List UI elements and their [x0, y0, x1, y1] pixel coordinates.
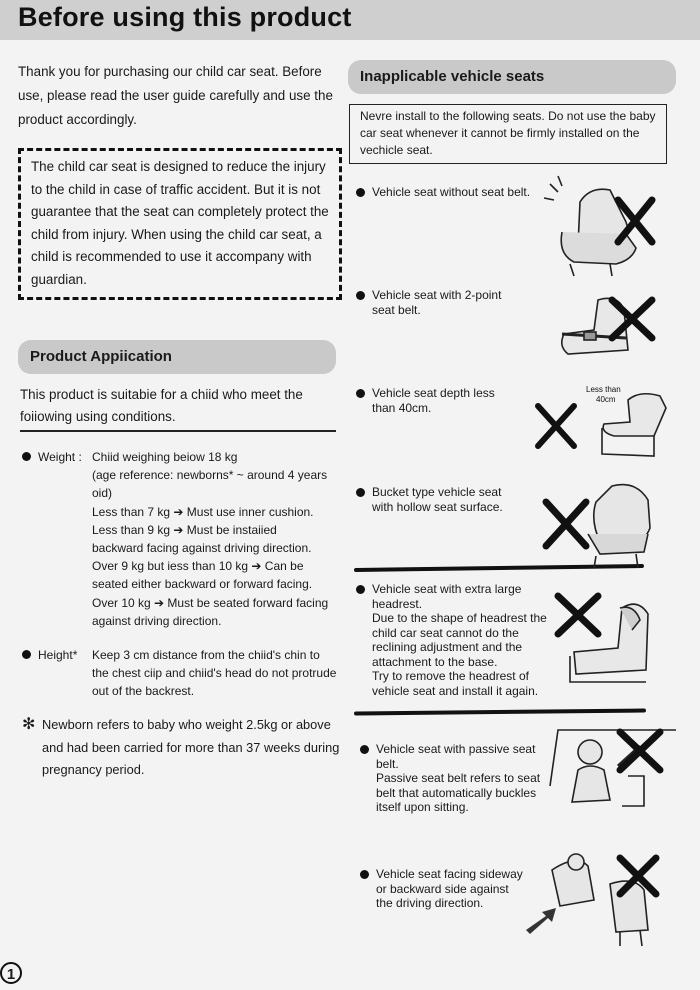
- bullet-icon: [22, 452, 31, 461]
- weight-line: backward facing against driving direction.: [92, 541, 312, 556]
- item-line: vehicle seat and install it again.: [372, 683, 539, 698]
- weight-line: Less than 7 kg ➔ Must use inner cushion.: [92, 504, 314, 519]
- weight-line: Less than 9 kg ➔ Must be instaiied: [92, 522, 277, 537]
- bullet-icon: [356, 488, 365, 497]
- inapplicable-seats-heading: Inapplicable vehicle seats: [348, 60, 676, 94]
- footnote-line: and had been carried for more than 37 weeks during: [42, 739, 340, 755]
- illustration-large-headrest-seat: [552, 590, 662, 685]
- item-line: Vehicle seat facing sideway: [376, 867, 523, 881]
- footnote-line: pregnancy period.: [42, 762, 145, 777]
- bullet-icon: [360, 870, 369, 879]
- bullet-icon: [356, 291, 365, 300]
- weight-line: Over 9 kg but iess than 10 kg ➔ Can be: [92, 559, 304, 574]
- item-line: Vehicle seat with 2-point: [372, 288, 502, 302]
- page-number: 1: [0, 962, 22, 984]
- weight-line: oid): [92, 486, 113, 501]
- inapplicable-item: [360, 742, 550, 816]
- illustration-2-point-belt-seat: [548, 290, 668, 370]
- bullet-icon: [360, 745, 369, 754]
- item-line: Passive seat belt refers to seat: [376, 771, 541, 785]
- weight-line: against driving direction.: [92, 613, 222, 628]
- asterisk-icon: ✻: [22, 716, 36, 733]
- illustration-bucket-seat: [540, 480, 670, 570]
- section-divider: [20, 430, 336, 432]
- divider-stroke: [354, 708, 646, 715]
- illustration-shallow-seat: [530, 380, 680, 460]
- x-mark-icon: [620, 732, 660, 770]
- inapplicable-item: [356, 582, 556, 700]
- install-warning-box: Nevre install to the following seats. Do not use the baby car seat whenever it cannot be firmly installed on the vechicle seat.: [349, 104, 667, 164]
- inapplicable-item: [360, 867, 540, 913]
- inapplicable-item: [356, 185, 546, 205]
- item-line: Vehicle seat depth less: [372, 386, 495, 400]
- item-line: Try to remove the headrest of: [372, 669, 529, 683]
- illustration-no-belt-seat: [540, 172, 680, 282]
- page-title: Before using this product: [18, 2, 352, 32]
- safety-notice-box: The child car seat is designed to reduce the injury to the child in case of traffic accident. But it is not guarantee that the seat can completely protect the child from injury. When using the child car seat, a child is recommended to use it accompany with guardian.: [18, 148, 342, 300]
- height-line: out of the backrest.: [92, 684, 195, 699]
- weight-line: Chiid weighing beiow 18 kg: [92, 450, 238, 464]
- item-line: Vehicle seat with passive seat: [376, 742, 536, 756]
- height-line: the chest ciip and chiid's head do not protrude: [92, 666, 337, 681]
- seat-depth-label: 40cm: [596, 395, 616, 404]
- weight-line: Over 10 kg ➔ Must be seated forward facing: [92, 595, 329, 610]
- item-line: child car seat cannot do the: [372, 625, 519, 640]
- item-line: Bucket type vehicle seat: [372, 485, 502, 499]
- arrow-icon: [526, 908, 556, 934]
- x-mark-icon: [538, 406, 574, 446]
- item-line: the driving direction.: [376, 896, 484, 910]
- seat-depth-label: Less than: [586, 385, 621, 394]
- bullet-icon: [356, 585, 365, 594]
- product-application-intro: This product is suitabie for a chiid who meet the foiiowing using conditions.: [20, 387, 303, 424]
- item-line: reclining adjustment and the: [372, 640, 523, 654]
- height-label: Height*: [38, 648, 78, 662]
- inapplicable-item: [356, 288, 526, 320]
- weight-line: seated either backward or forward facing.: [92, 577, 313, 592]
- illustration-sideway-seat: [520, 850, 680, 950]
- weight-line: (age reference: newborns* ~ around 4 years: [92, 468, 328, 483]
- footnote-line: Newborn refers to baby who weight 2.5kg or above: [42, 717, 331, 732]
- bullet-icon: [356, 188, 365, 197]
- weight-label: Weight :: [38, 450, 82, 464]
- item-line: Vehicle seat with extra large: [372, 582, 522, 596]
- item-line: headrest.: [372, 596, 423, 611]
- x-mark-icon: [558, 596, 598, 634]
- bullet-icon: [22, 650, 31, 659]
- item-line: itself upon sitting.: [376, 800, 469, 814]
- item-line: Vehicle seat without seat belt.: [372, 185, 531, 199]
- inapplicable-item: [356, 485, 536, 517]
- height-line: Keep 3 cm distance from the chiid's chin to: [92, 648, 320, 662]
- item-line: or backward side against: [376, 881, 509, 896]
- product-application-heading: Product Appiication: [18, 340, 336, 374]
- illustration-passive-belt-seat: [548, 726, 678, 816]
- item-line: Due to the shape of headrest the: [372, 611, 547, 625]
- x-mark-icon: [546, 502, 586, 546]
- height-details: [92, 646, 344, 701]
- height-spec: [22, 646, 342, 706]
- weight-details: [92, 448, 342, 630]
- weight-spec: [22, 448, 342, 638]
- item-line: with hollow seat surface.: [372, 499, 503, 514]
- item-line: seat belt.: [372, 302, 421, 317]
- bullet-icon: [356, 389, 365, 398]
- item-line: than 40cm.: [372, 400, 432, 415]
- inapplicable-item: [356, 386, 526, 418]
- item-line: attachment to the base.: [372, 654, 498, 669]
- item-line: belt.: [376, 756, 399, 771]
- intro-paragraph: Thank you for purchasing our child car seat. Before use, please read the user guide carefully and use the product accordingly.: [18, 64, 333, 127]
- title-bar: [0, 0, 700, 40]
- item-line: belt that automatically buckles: [376, 785, 537, 800]
